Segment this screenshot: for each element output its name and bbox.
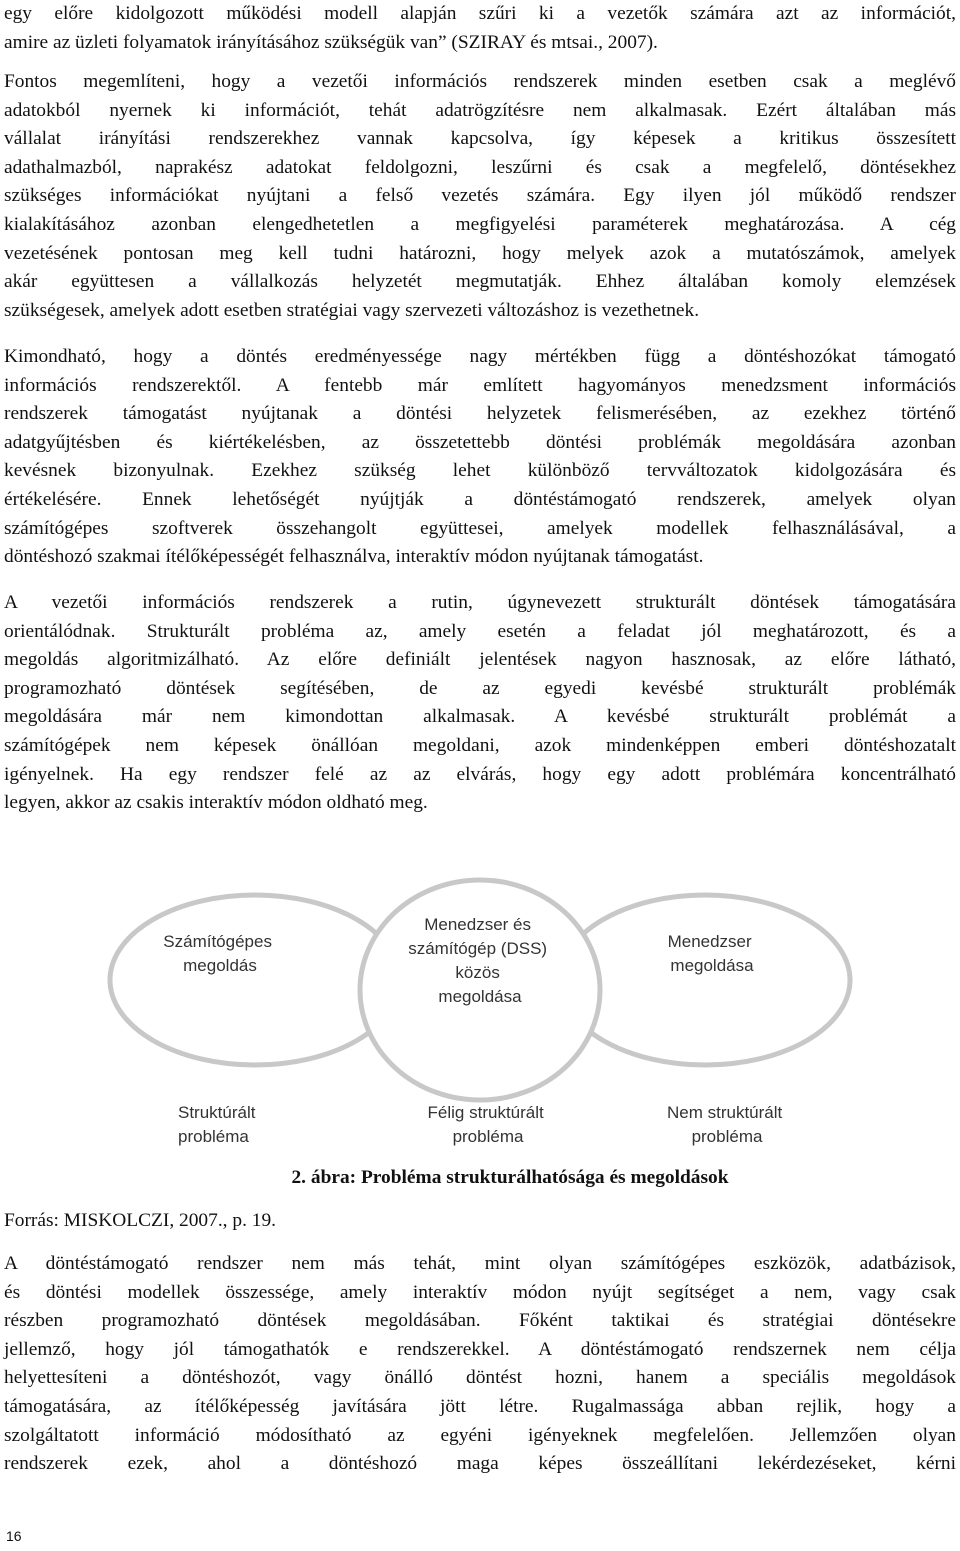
text-line: jellemző, hogy jól támogathatók e rendszerekkel. A döntéstámogató rendszernek nem célja (4, 1338, 956, 1360)
figure-source: Forrás: MISKOLCZI, 2007., p. 19. (4, 1210, 276, 1231)
text-line: értékelésére. Ennek lehetőségét nyújtják a döntéstámogató rendszerek, amelyek olyan (4, 488, 956, 510)
text-line: Kimondható, hogy a döntés eredményessége nagy mértékben függ a döntéshozókat támogató (4, 346, 956, 367)
text-line: Fontos megemlíteni, hogy a vezetői információs rendszerek minden esetben csak a meglévő (4, 71, 956, 92)
text-line: rendszerek támogatást nyújtanak a döntési helyzetek felismerésében, az ezekhez történő (4, 403, 956, 425)
text-line: A vezetői információs rendszerek a rutin, úgynevezett strukturált döntések támogatására (4, 592, 956, 613)
ellipse-manager-solution (560, 895, 850, 1065)
text-line: amire az üzleti folyamatok irányításához szükségük van” (SZIRAY és mtsai., 2007). (4, 31, 658, 53)
text-line: vállalat irányítási rendszerekhez vannak kapcsolva, így képesek a kritikus összesített (4, 128, 956, 150)
text-line: akár együttesen a vállalkozás helyzetét megmutatják. Ehhez általában komoly elemzések (4, 271, 956, 293)
text-line: számítógépek nem képesek önállóan megoldani, azok mindenképpen emberi döntéshozatalt (4, 734, 956, 756)
paragraph-3 (4, 343, 956, 572)
diagram-svg (0, 860, 960, 1160)
text-line: igényelnek. Ha egy rendszer felé az az elvárás, hogy egy adott problémára koncentrálható (4, 763, 956, 785)
text-line: és döntési modellek összessége, amely interaktív módon nyújt segítséget a nem, vagy csak (4, 1281, 956, 1303)
paragraph-5 (4, 1250, 956, 1479)
ellipse-center-text: Menedzser és számítógép (DSS) közös megoldása (408, 915, 548, 1006)
text-line: A döntéstámogató rendszer nem más tehát, mint olyan számítógépes eszközök, adatbázisok, (4, 1253, 956, 1274)
text-line: kialakításához azonban elengedhetetlen a megfigyelési paraméterek meghatározása. A cég (4, 213, 956, 235)
text-line: támogatására, az ítélőképesség javítására jött létre. Rugalmassága abban rejlik, hogy a (4, 1395, 956, 1417)
text-line: szükségesek, amelyek adott esetben stratégiai vagy szervezeti változáshoz is vezethetnek. (4, 299, 700, 321)
text-line: döntéshozó szakmai ítélőképességét felhasználva, interaktív módon nyújtanak támogatást. (4, 546, 704, 568)
text-line: megoldására már nem kimondottan alkalmasak. A kevésbé strukturált problémát a (4, 706, 956, 728)
label-semi-structured: Félig struktúrált probléma (427, 1103, 544, 1146)
figure-caption: 2. ábra: Probléma strukturálhatósága és megoldások (291, 1167, 729, 1188)
text-line: szükséges információkat nyújtani a felső vezetés számára. Egy ilyen jól működő rendszer (4, 185, 956, 207)
text-line: adathalmazból, naprakész adatokat feldolgozni, leszűrni és csak a megfelelő, döntésekhez (4, 156, 956, 178)
text-line: megoldás algoritmizálható. Az előre definiált jelentések nagyon hasznosak, az előre látható, (4, 649, 956, 671)
text-line: részben programozható döntések megoldásában. Főként taktikai és stratégiai döntésekre (4, 1310, 956, 1332)
text-line: egy előre kidolgozott működési modell alapján szűri ki a vezetők számára azt az információt, (4, 3, 956, 24)
text-line: kevésnek bizonyulnak. Ezekhez szükség lehet különböző tervváltozatok kidolgozására és (4, 460, 956, 482)
text-line: információs rendszerektől. A fentebb már említett hagyományos menedzsment információs (4, 374, 956, 396)
paragraph-1 (4, 0, 956, 57)
text-line: helyettesíteni a döntéshozót, vagy önálló döntést hozni, hanem a speciális megoldások (4, 1367, 956, 1389)
label-unstructured: Nem struktúrált probléma (667, 1103, 783, 1146)
problem-structure-diagram (0, 860, 960, 1160)
text-line: adatgyűjtésben és kiértékelésben, az összetettebb döntési problémák megoldására azonban (4, 431, 956, 453)
label-structured: Struktúrált probléma (178, 1103, 256, 1146)
text-line: orientálódnak. Strukturált probléma az, amely esetén a feladat jól meghatározott, és a (4, 620, 956, 642)
text-line: vezetésének pontosan meg kell tudni határozni, hogy melyek azok a mutatószámok, amelyek (4, 242, 956, 264)
ellipse-left-text: Számítógépes megoldás (163, 932, 272, 975)
text-line: rendszerek ezek, ahol a döntéshozó maga képes összeállítani lekérdezéseket, kérni (4, 1453, 956, 1475)
text-line: programozható döntések segítésében, de az egyedi kevésbé strukturált problémák (4, 677, 956, 699)
page-number: 16 (6, 1528, 22, 1544)
ellipse-right-text: Menedzser megoldása (667, 932, 754, 975)
ellipse-computer-solution (110, 895, 400, 1065)
text-line: szolgáltatott információ módosítható az egyéni igényeknek megfelelően. Jellemzően olyan (4, 1424, 956, 1446)
text-line: adatokból nyernek ki információt, tehát adatrögzítésre nem alkalmasak. Ezért általában más (4, 99, 956, 121)
paragraph-2 (4, 68, 956, 325)
paragraph-4 (4, 589, 956, 818)
text-line: legyen, akkor az csakis interaktív módon oldható meg. (4, 792, 428, 814)
text-line: számítógépes szoftverek összehangolt együttesei, amelyek modellek felhasználásával, a (4, 517, 956, 539)
